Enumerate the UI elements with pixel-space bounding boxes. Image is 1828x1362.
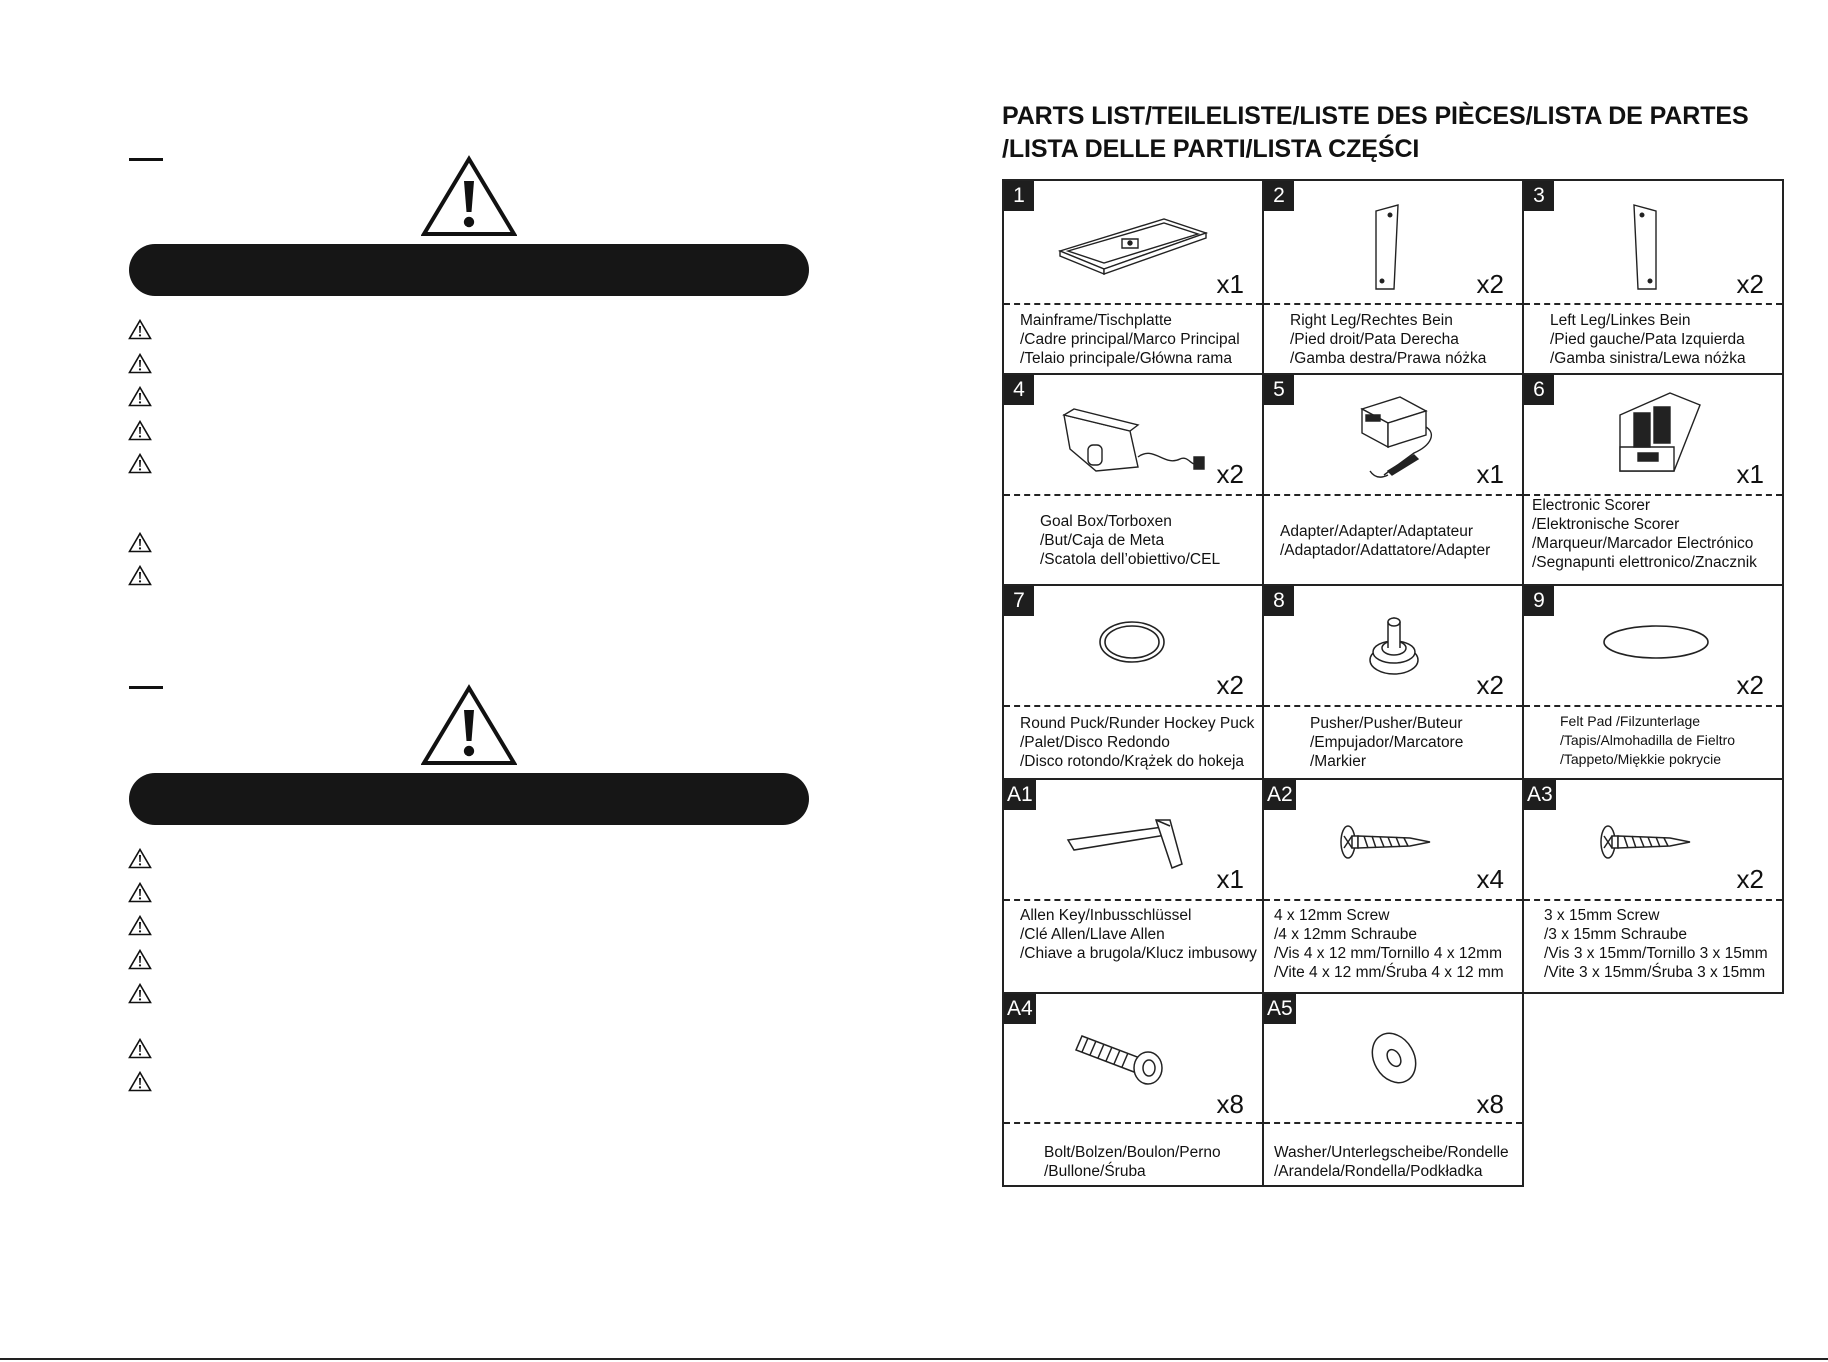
small-warning-icon [128,565,152,586]
small-warning-icon [128,420,152,441]
dashed-separator [1004,705,1262,707]
part-number: A3 [1524,780,1556,810]
part-description [1040,512,1256,569]
part-description-line: /Chiave a brugola/Klucz imbusowy [1020,945,1257,962]
part-cell [1522,373,1784,586]
small-warning-icon [128,353,152,374]
part-quantity: x8 [1216,1089,1244,1119]
part-description [1020,714,1256,771]
warning-banner-2 [129,773,809,825]
part-quantity: x2 [1216,670,1244,700]
part-description [1532,496,1776,572]
part-description-line: /Vis 4 x 12 mm/Tornillo 4 x 12mm [1274,945,1502,962]
dashed-separator [1264,899,1522,901]
part-cell [1002,584,1264,780]
part-cell [1522,584,1784,780]
part-cell [1262,778,1524,994]
warning-triangle-icon [421,684,517,766]
small-warning-icon [128,386,152,407]
small-warning-icon [128,1071,152,1092]
part-description-line: /3 x 15mm Schraube [1544,926,1688,943]
part-quantity: x2 [1476,670,1504,700]
part-description-line: /Elektronische Scorer [1532,516,1680,533]
part-description-line: Right Leg/Rechtes Bein [1290,312,1453,329]
part-description [1310,714,1516,771]
dashed-separator [1004,303,1262,305]
part-description-line: /Segnapunti elettronico/Znacznik [1532,554,1757,571]
small-warning-icon [128,915,152,936]
dashed-separator [1524,303,1782,305]
small-warning-icon [128,882,152,903]
part-description [1274,1143,1516,1181]
dashed-separator [1264,303,1522,305]
part-description-line: Pusher/Pusher/Buteur [1310,715,1463,732]
part-description-line: Electronic Scorer [1532,497,1651,514]
part-cell [1522,179,1784,375]
part-description-line: /4 x 12mm Schraube [1274,926,1418,943]
part-quantity: x2 [1476,269,1504,299]
part-description-line: /Scatola dell’obiettivo/CEL [1040,551,1221,568]
part-description-line: Bolt/Bolzen/Boulon/Perno [1044,1144,1221,1161]
part-description-line: /Bullone/Śruba [1044,1163,1146,1180]
dash-mark-1 [129,158,163,161]
part-cell [1522,778,1784,994]
part-description-line: /Pied gauche/Pata Izquierda [1550,331,1745,348]
part-description-line: /Vite 3 x 15mm/Śruba 3 x 15mm [1544,964,1766,981]
part-number: 8 [1264,586,1294,616]
dashed-separator [1264,705,1522,707]
small-warning-icon [128,949,152,970]
small-warning-icon [128,532,152,553]
part-description-line: /Pied droit/Pata Derecha [1290,331,1459,348]
part-description-line: /Tapis/Almohadilla de Fieltro [1560,732,1736,748]
part-description [1560,712,1776,769]
part-number: 9 [1524,586,1554,616]
part-description-line: Left Leg/Linkes Bein [1550,312,1691,329]
part-number: 3 [1524,181,1554,211]
part-description-line: /Vis 3 x 15mm/Tornillo 3 x 15mm [1544,945,1768,962]
parts-list-title-line2: /LISTA DELLE PARTI/LISTA CZĘŚCI [1002,135,1420,163]
part-number: 6 [1524,375,1554,405]
part-number: 7 [1004,586,1034,616]
part-number: A4 [1004,994,1036,1024]
part-quantity: x1 [1216,864,1244,894]
dashed-separator [1004,1122,1262,1124]
small-warning-icon [128,1038,152,1059]
part-description-line: 3 x 15mm Screw [1544,907,1660,924]
part-cell [1262,373,1524,586]
small-warning-icon [128,848,152,869]
part-description-line: 4 x 12mm Screw [1274,907,1390,924]
part-number: A2 [1264,780,1296,810]
part-quantity: x1 [1476,459,1504,489]
dashed-separator [1004,494,1262,496]
part-number: 4 [1004,375,1034,405]
part-quantity: x4 [1476,864,1504,894]
part-number: A1 [1004,780,1036,810]
part-description-line: Allen Key/Inbusschlüssel [1020,907,1192,924]
part-description-line: /Gamba sinistra/Lewa nóżka [1550,350,1746,367]
part-description-line: /Disco rotondo/Krążek do hokeja [1020,753,1245,770]
dashed-separator [1264,1122,1522,1124]
part-cell [1002,778,1264,994]
parts-list-title [1002,100,1802,166]
parts-list-title-line1: PARTS LIST/TEILELISTE/LISTE DES PIÈCES/LISTA DE PARTES [1002,102,1749,130]
part-quantity: x1 [1216,269,1244,299]
part-number: 5 [1264,375,1294,405]
part-description-line: /Gamba destra/Prawa nóżka [1290,350,1487,367]
part-description-line: /Adaptador/Adattatore/Adapter [1280,542,1491,559]
part-description [1020,906,1256,963]
part-description [1280,522,1516,560]
part-description-line: /Cadre principal/Marco Principal [1020,331,1240,348]
warning-triangle-icon [421,155,517,237]
part-description-line: Adapter/Adapter/Adaptateur [1280,523,1474,540]
part-cell [1262,992,1524,1187]
part-description [1544,906,1776,982]
part-cell [1002,373,1264,586]
part-number: 1 [1004,181,1034,211]
part-quantity: x1 [1736,459,1764,489]
parts-grid [1002,179,1786,1187]
part-cell [1262,179,1524,375]
part-cell [1002,992,1264,1187]
part-description-line: /Arandela/Rondella/Podkładka [1274,1163,1483,1180]
part-description-line: Goal Box/Torboxen [1040,513,1172,530]
page-bottom-rule [0,1358,1828,1360]
warning-banner-1 [129,244,809,296]
part-description-line: /Markier [1310,753,1366,770]
small-warning-icon [128,453,152,474]
dashed-separator [1004,899,1262,901]
part-description-line: Washer/Unterlegscheibe/Rondelle [1274,1144,1509,1161]
part-description-line: Round Puck/Runder Hockey Puck [1020,715,1255,732]
small-warning-icon [128,319,152,340]
part-description-line: /Palet/Disco Redondo [1020,734,1170,751]
part-cell [1262,584,1524,780]
dash-mark-2 [129,686,163,689]
part-description-line: /Tappeto/Miękkie pokrycie [1560,751,1722,767]
part-description [1274,906,1516,982]
dashed-separator [1524,899,1782,901]
part-quantity: x2 [1736,670,1764,700]
part-description-line: /Empujador/Marcatore [1310,734,1464,751]
small-warning-icon [128,983,152,1004]
part-quantity: x2 [1736,269,1764,299]
part-number: A5 [1264,994,1296,1024]
part-cell [1002,179,1264,375]
part-description-line: /Clé Allen/Llave Allen [1020,926,1165,943]
part-description [1290,311,1516,368]
part-description [1550,311,1776,368]
part-description-line: /Vite 4 x 12 mm/Śruba 4 x 12 mm [1274,964,1504,981]
part-quantity: x2 [1736,864,1764,894]
part-description-line: Felt Pad /Filzunterlage [1560,713,1701,729]
part-description-line: Mainframe/Tischplatte [1020,312,1172,329]
part-quantity: x8 [1476,1089,1504,1119]
dashed-separator [1524,705,1782,707]
part-description [1044,1143,1256,1181]
part-description-line: /But/Caja de Meta [1040,532,1165,549]
part-description-line: /Telaio principale/Główna rama [1020,350,1232,367]
part-quantity: x2 [1216,459,1244,489]
part-description [1020,311,1256,368]
part-number: 2 [1264,181,1294,211]
part-description-line: /Marqueur/Marcador Electrónico [1532,535,1754,552]
dashed-separator [1264,494,1522,496]
